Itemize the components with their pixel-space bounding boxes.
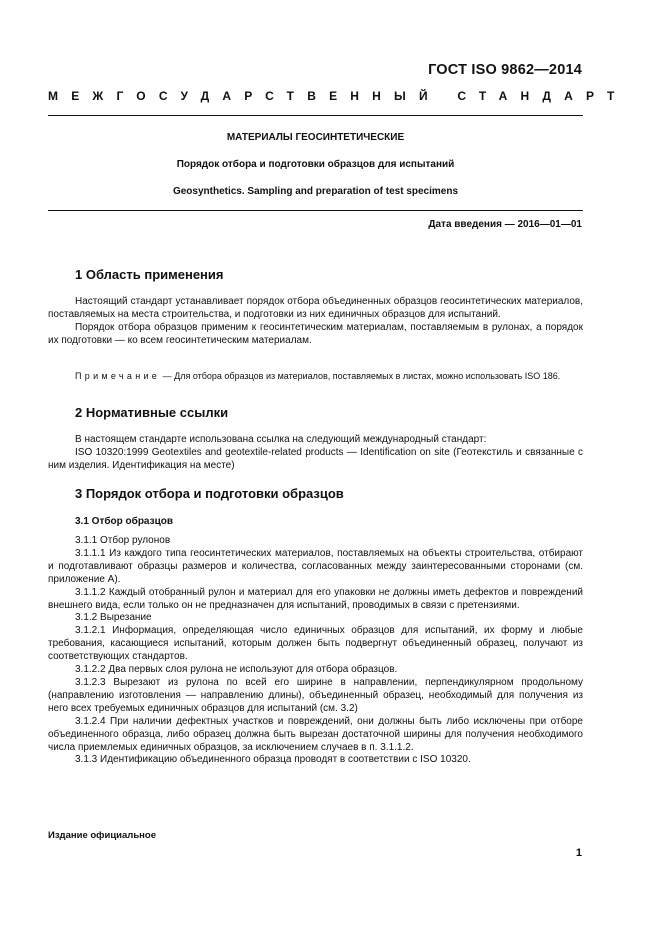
section-1-note: [48, 370, 583, 383]
section-1-heading: 1 Область применения: [75, 267, 224, 282]
document-title: МАТЕРИАЛЫ ГЕОСИНТЕТИЧЕСКИЕ: [226, 132, 405, 143]
section-3-paragraph: 3.1.2.1 Информация, определяющая число единичных образцов для испытаний, их форму и любые требования, касающиеся испытаний, которым должен быть подвергнут объединенный образец, получают из соответствующих стандартов.: [48, 625, 583, 663]
section-1-paragraph: Настоящий стандарт устанавливает порядок отбора объединенных образцов геосинтетических материалов, поставляемых на места строительства, и подготовки из них единичных образцов для испытаний.: [48, 296, 583, 320]
section-3-body: [48, 535, 583, 767]
page-number: 1: [575, 847, 582, 859]
section-3-paragraph: 3.1.2.2 Два первых слоя рулона не используют для отбора образцов.: [75, 664, 398, 676]
section-3-paragraph: 3.1.2.4 При наличии дефектных участков и повреждений, они должны быть либо исключены при отборе объединенного образца, либо образец должна быть вырезан достаточной ширины для получения необходимого числа приемлемых единичных образцов, за исключением случаев в п. 3.1.1.2.: [48, 715, 583, 753]
note-text: — Для отбора образцов из материалов, поставляемых в листах, можно использовать ISO 186.: [160, 371, 561, 381]
document-subtitle-en: Geosynthetics. Sampling and preparation of test specimens: [172, 186, 459, 197]
section-3-paragraph: 3.1.3 Идентификацию объединенного образца проводят в соответствии с ISO 10320.: [75, 754, 471, 766]
section-3-paragraph: 3.1.1.2 Каждый отобранный рулон и материал для его упаковки не должны иметь дефектов и повреждений внешнего вида, если только он не предназначен для испытаний, проводимых в связи с претензиями.: [48, 586, 583, 611]
section-2-heading: 2 Нормативные ссылки: [75, 405, 229, 420]
section-3-paragraph: 3.1.2.3 Вырезают из рулона по всей его ширине в направлении, перпендикулярном продольному (направлению изготовления — направлению длины), объединенный образец, необходимый для получения из него всех требуемых единичных образцов для испытаний (см. 3.2): [48, 676, 583, 714]
section-3-paragraph: 3.1.2 Вырезание: [75, 612, 152, 624]
section-3-heading: 3 Порядок отбора и подготовки образцов: [75, 486, 344, 501]
note-label: Примечание: [75, 371, 161, 381]
edition-label: Издание официальное: [48, 830, 156, 841]
section-2-paragraph: В настоящем стандарте использована ссылка на следующий международный стандарт:: [75, 434, 487, 445]
subsection-3-1-heading: 3.1 Отбор образцов: [75, 516, 173, 527]
document-number: ГОСТ ISO 9862—2014: [428, 62, 582, 78]
document-subtitle-ru: Порядок отбора и подготовки образцов для испытаний: [176, 159, 455, 170]
section-3-paragraph: 3.1.1.1 Из каждого типа геосинтетических материалов, поставляемых на объекты строительства, отбирают и подготавливают образцы размеров и количества, согласованных между заинтересованными сторонами (см. приложение А).: [48, 547, 583, 585]
top-divider: [48, 115, 583, 116]
section-3-paragraph: 3.1.1 Отбор рулонов: [75, 535, 171, 546]
title-divider: [48, 210, 583, 211]
section-2-paragraph: ISO 10320:1999 Geotextiles and geotextile-related products — Identification on site (Геотекстиль и связанные с ним изделия. Идентификация на месте): [48, 446, 583, 471]
section-1-body: [48, 296, 583, 348]
section-1-paragraph: Порядок отбора образцов применим к геосинтетическим материалам, поставляемым в рулонах, а порядок их подготовки — ко всем геосинтетическим материалам.: [48, 321, 583, 346]
introduction-date: Дата введения — 2016—01—01: [428, 219, 582, 230]
standard-category: МЕЖГОСУДАРСТВЕННЫЙ СТАНДАРТ: [48, 89, 628, 103]
section-2-body: [48, 434, 583, 473]
